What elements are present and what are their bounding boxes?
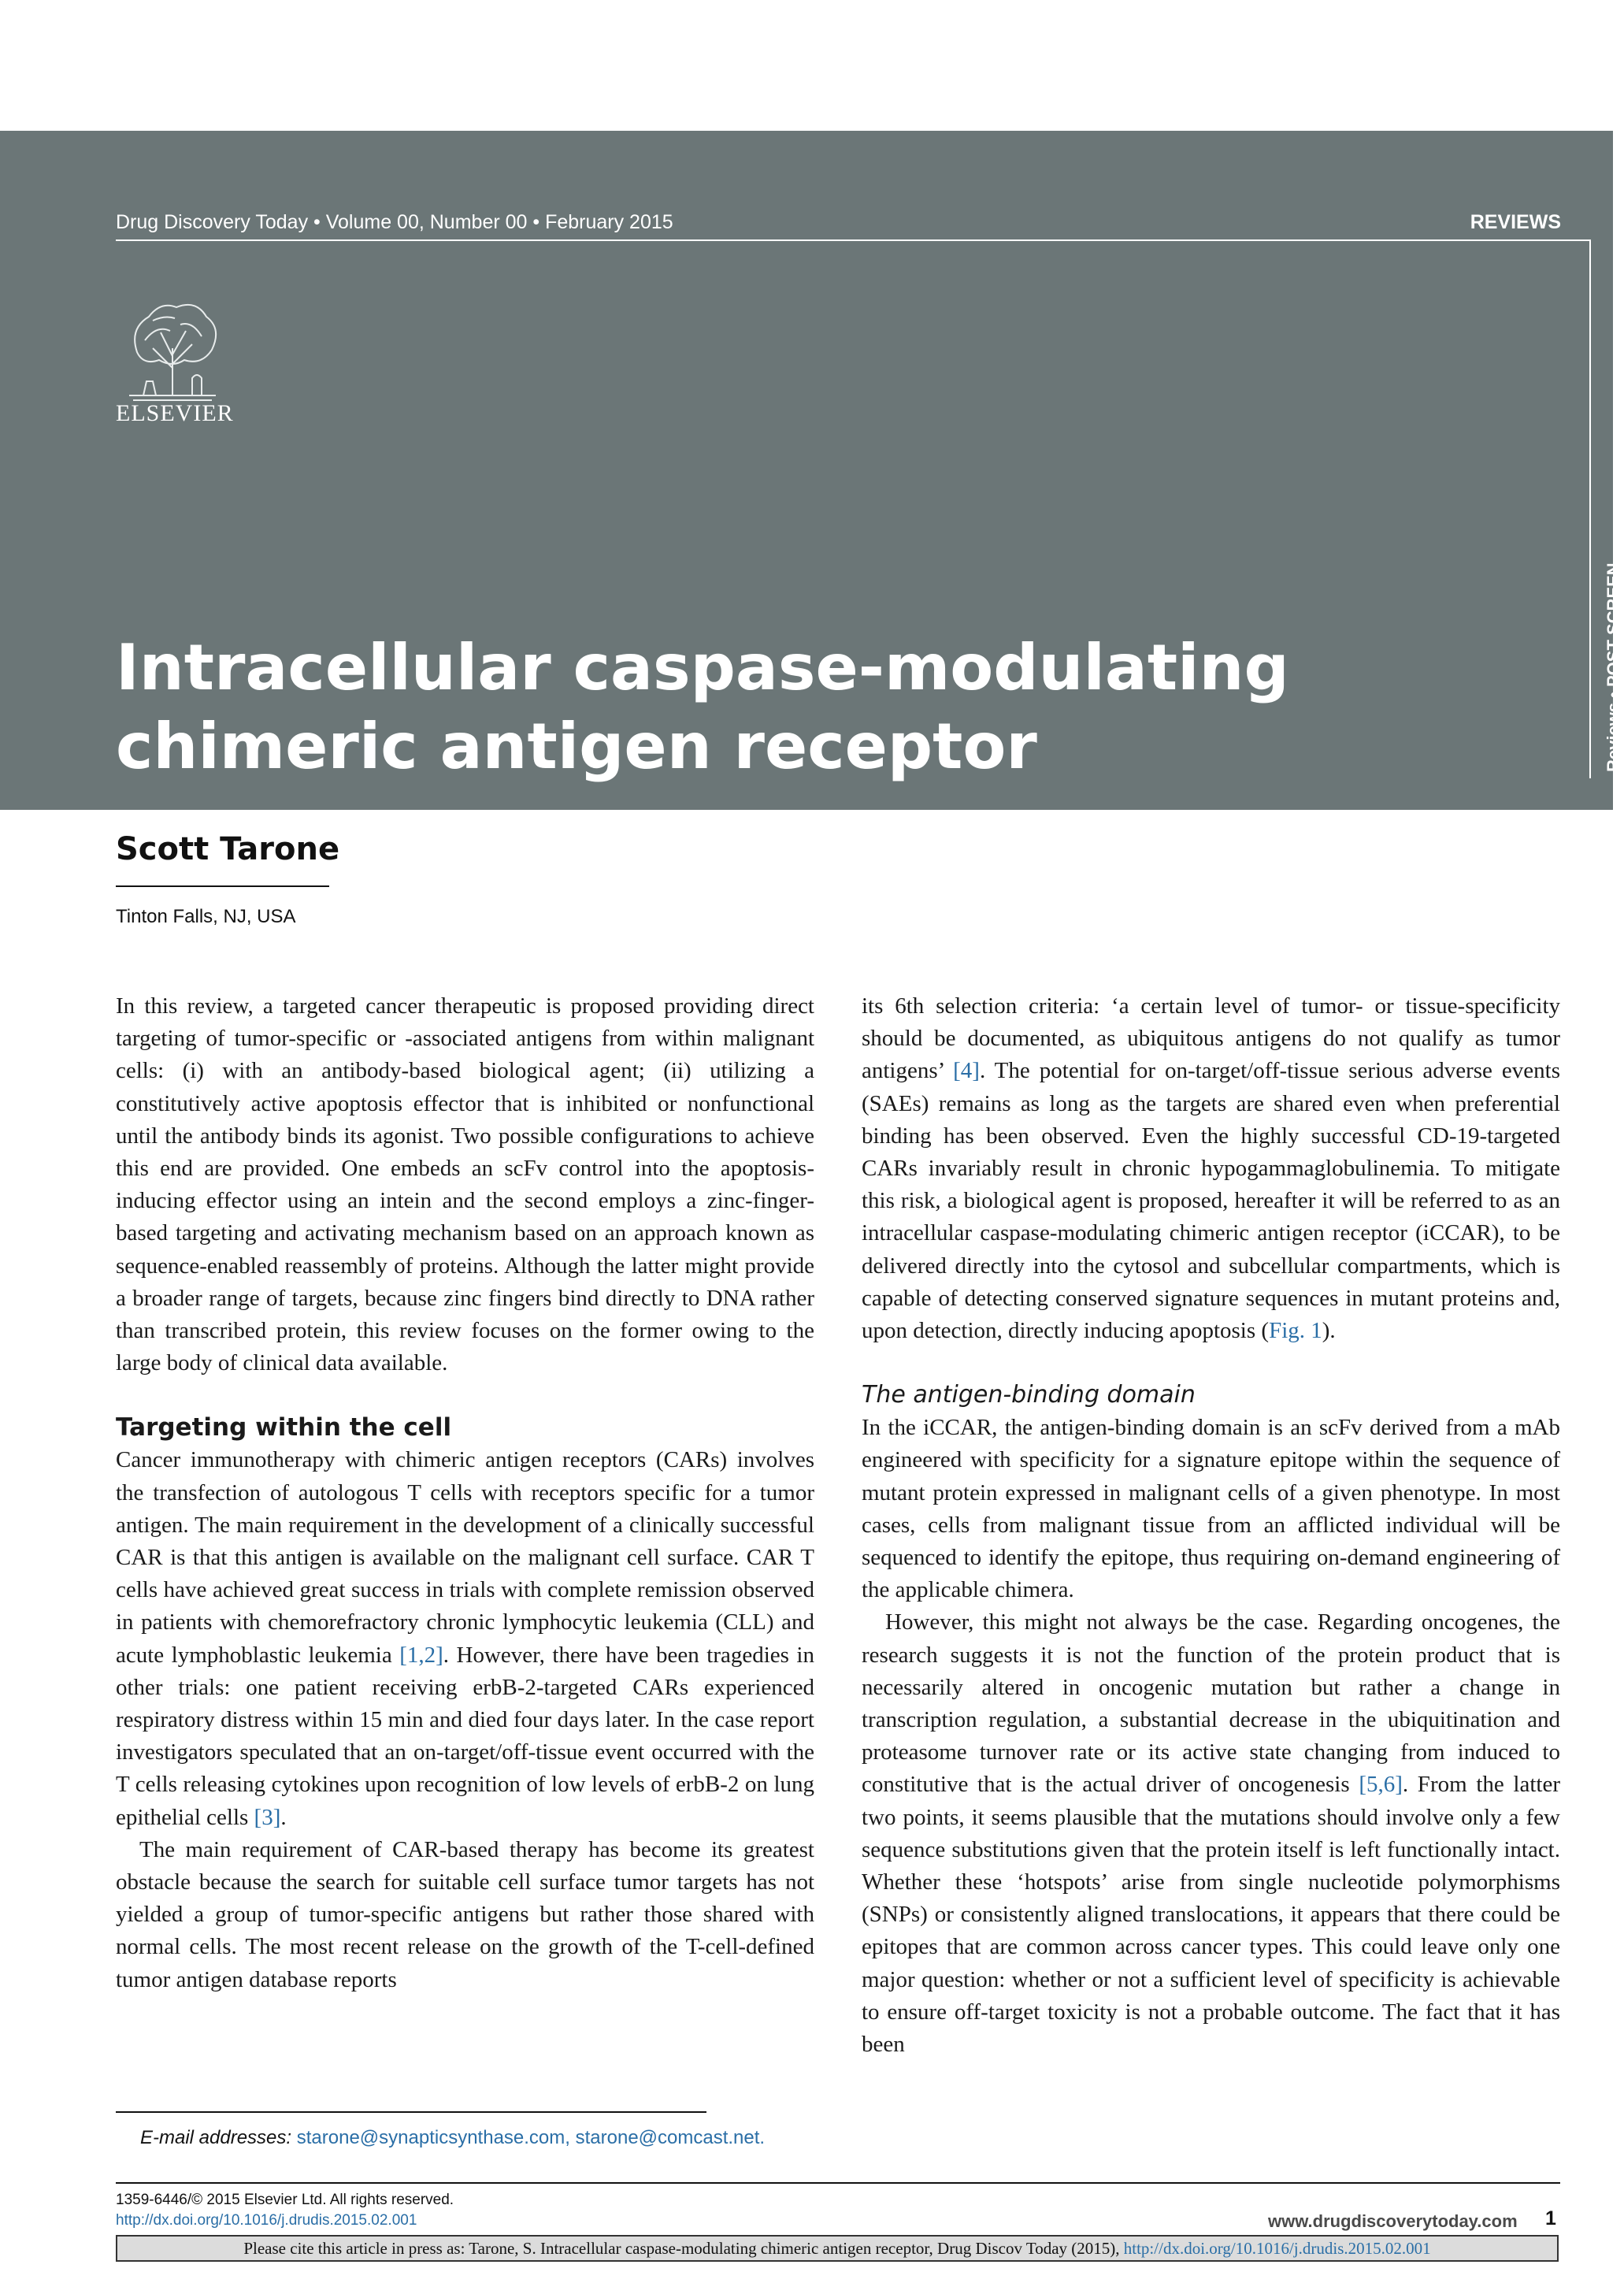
email-links[interactable]: starone@synapticsynthase.com, starone@comcast.net. xyxy=(296,2127,766,2148)
reference-link[interactable]: [4] xyxy=(953,1058,980,1084)
author-rule xyxy=(116,885,329,887)
paragraph: The main requirement of CAR-based therapy has become its greatest obstacle because the search for suitable cell surface tumor targets has not yielded a group of tumor-specific antigens but rather those shared with normal cells. The most recent release on the growth of the T-cell-defined tumor antigen database reports xyxy=(116,1836,814,1992)
title-line-1: Intracellular caspase-modulating xyxy=(116,631,1289,704)
citation-doi-link[interactable]: http://dx.doi.org/10.1016/j.drudis.2015.02.001 xyxy=(1123,2239,1431,2258)
article-title xyxy=(116,629,1533,786)
paragraph: In the iCCAR, the antigen-binding domain is an scFv derived from a mAb engineered with specificity for a signature epitope within the sequence of mutant protein expressed in malignant cells of a given phenotype. In most cases, cells from malignant tissue from an afflicted individual will be sequenced to identify the epitope, thus requiring on-demand engineering of the applicable chimera. xyxy=(862,1415,1560,1603)
footnote-rule xyxy=(116,2111,706,2113)
title-line-2: chimeric antigen receptor xyxy=(116,710,1037,783)
author-affiliation: Tinton Falls, NJ, USA xyxy=(116,906,296,927)
elsevier-wordmark: ELSEVIER xyxy=(116,400,234,426)
reference-link[interactable]: [5,6] xyxy=(1359,1772,1403,1798)
copyright: 1359-6446/© 2015 Elsevier Ltd. All rights reserved. xyxy=(116,2192,454,2208)
header-rule xyxy=(116,239,1591,241)
footnote xyxy=(140,2127,765,2149)
section-heading: Targeting within the cell xyxy=(116,1413,452,1442)
side-label xyxy=(1604,562,1623,780)
left-column xyxy=(116,990,814,1996)
paragraph: its 6th selection criteria: ‘a certain level of tumor- or tissue-specificity should be documented, as ubiquitous antigens do not qualify as tumor antigens’ [4]. The potential for on-target/off-tissue serious adverse events (SAEs) remains as long as the targets are shared even when preferential binding has been observed. Even the highly successful CD-19-targeted CARs invariably result in chronic hypogammaglobulinemia. To mitigate this risk, a biological agent is proposed, hereafter it will be referred to as an intracellular caspase-modulating chimeric antigen receptor (iCCAR), to be delivered directly into the cytosol and subcellular compartments, which is capable of detecting conserved signature sequences in mutant proteins and, upon detection, directly inducing apoptosis (Fig. 1). xyxy=(862,993,1560,1344)
figure-link[interactable]: Fig. 1 xyxy=(1269,1318,1322,1344)
page-number: 1 xyxy=(1545,2207,1556,2229)
abstract: In this review, a targeted cancer therapeutic is proposed providing direct targeting of tumor-specific or -associated antigens from within malignant cells: (i) with an antibody-based biological agent; (ii) utilizing a constitutively active apoptosis effector that is inhibited or nonfunctional until the antibody binds its agonist. Two possible configurations to achieve this end are provided. One embeds an scFv control into the apoptosis-inducing effector using an intein and the second employs a zinc-finger-based targeting and activating mechanism based on an approach known as sequence-enabled reassembly of proteins. Although the latter might provide a broader range of targets, because zinc fingers bind directly to DNA rather than transcribed protein, this review focuses on the former owing to the large body of clinical data available. xyxy=(116,993,814,1376)
side-label-text: Reviews • POST SCREEN xyxy=(1604,562,1623,772)
paragraph: However, this might not always be the case. Regarding oncogenes, the research suggests it is not the function of the protein product that is necessarily altered in oncogenic mutation but rather a change in transcription regulation, a substantial decrease in the ubiquitination and proteasome turnover rate or its active state changing from induced to constitutive that is the actual driver of oncogenesis [5,6]. From the latter two points, it seems plausible that the mutations should involve only a few sequence substitutions given that the protein itself is left functionally intact. Whether these ‘hotspots’ arise from single nucleotide polymorphisms (SNPs) or consistently aligned translocations, it appears that there could be epitopes that are common across cancer types. This could leave only one major question: whether or not a sufficient level of specificity is achievable to ensure off-target toxicity is not a probable outcome. The fact that it has been xyxy=(862,1609,1560,2058)
reference-link[interactable]: [1,2] xyxy=(399,1642,443,1668)
citation-box xyxy=(116,2235,1559,2262)
citation-text: Please cite this article in press as: Tarone, S. Intracellular caspase-modulating chimeric antigen receptor, Drug Discov Today (2015), xyxy=(243,2239,1124,2258)
subsection-heading: The antigen-binding domain xyxy=(862,1381,1196,1409)
footnote-label: E-mail addresses: xyxy=(140,2127,292,2148)
reference-link[interactable]: [3] xyxy=(254,1804,281,1830)
right-column xyxy=(862,990,1560,2061)
side-rule xyxy=(1589,239,1591,778)
section-tag: REVIEWS xyxy=(1470,211,1561,233)
paragraph: Cancer immunotherapy with chimeric antigen receptors (CARs) involves the transfection of autologous T cells with receptors specific for a tumor antigen. The main requirement in the development of a clinically successful CAR is that this antigen is available on the malignant cell surface. CAR T cells have achieved great success in trials with complete remission observed in patients with chemorefractory chronic lymphocytic leukemia (CLL) and acute lymphoblastic leukemia [1,2]. However, there have been tragedies in other trials: one patient receiving erbB-2-targeted CARs experienced respiratory distress within 15 min and died four days later. In the case report investigators speculated that an on-target/off-tissue event occurred with the T cells releasing cytokines upon recognition of low levels of erbB-2 on lung epithelial cells [3]. xyxy=(116,1447,814,1830)
author-name: Scott Tarone xyxy=(116,831,340,867)
journal-site-link[interactable]: www.drugdiscoverytoday.com xyxy=(1268,2211,1518,2231)
journal-line: Drug Discovery Today • Volume 00, Number 00 • February 2015 xyxy=(116,211,673,233)
footer-rule xyxy=(116,2182,1560,2184)
doi-link[interactable]: http://dx.doi.org/10.1016/j.drudis.2015.02.001 xyxy=(116,2212,417,2229)
